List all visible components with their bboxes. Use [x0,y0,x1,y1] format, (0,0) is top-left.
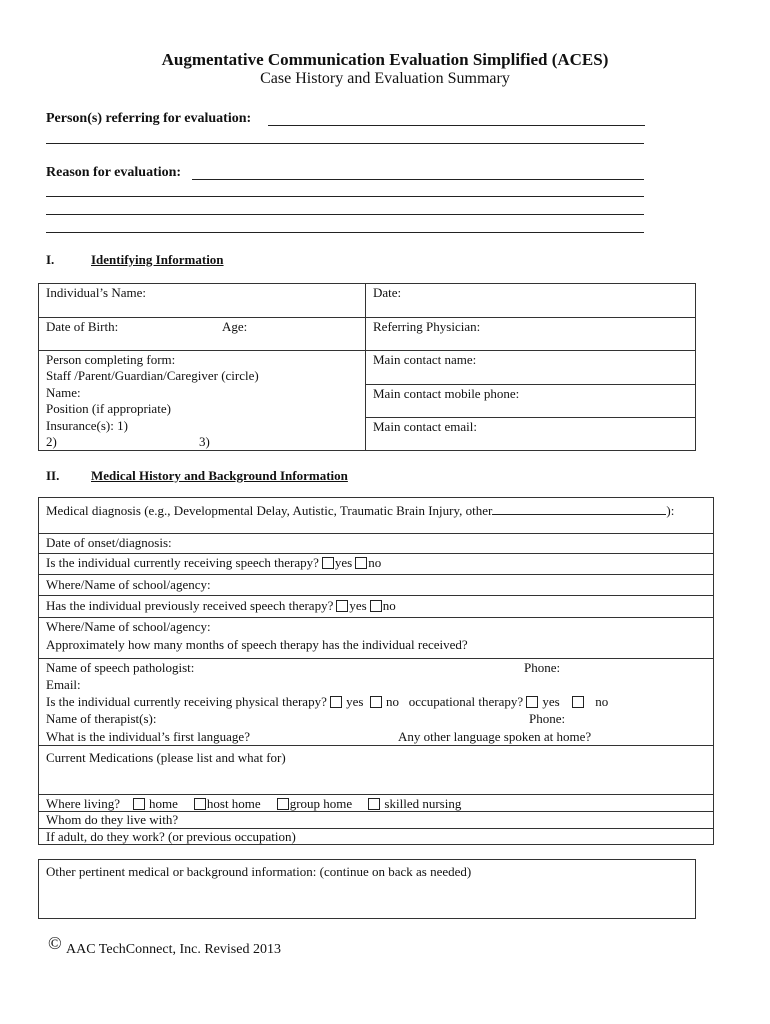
skilled-nursing-label: skilled nursing [384,796,462,811]
host-home-label: host home [206,796,261,811]
row-divider [365,384,696,385]
row-divider [38,595,714,596]
row-divider [38,553,714,554]
row-divider [38,617,714,618]
speech-current-label: Is the individual currently receiving speech therapy? [46,555,319,570]
copyright-icon: © [48,933,62,953]
ot-yes-checkbox[interactable] [526,696,538,708]
no-label: no [595,694,609,709]
section2-number: II. [46,468,60,483]
live-with-field[interactable]: Whom do they live with? [46,812,179,827]
pt-label: Is the individual currently receiving physical therapy? [46,694,327,709]
therapists-field[interactable]: Name of therapist(s): [46,711,157,726]
reason-line-2[interactable] [46,196,644,197]
speech-current-yes-checkbox[interactable] [322,557,334,569]
document-subtitle: Case History and Evaluation Summary [260,70,510,87]
work-field[interactable]: If adult, do they work? (or previous occupation) [46,829,296,844]
dob-field[interactable]: Date of Birth: [46,319,119,334]
other-language-field[interactable]: Any other language spoken at home? [398,729,592,744]
position-field[interactable]: Position (if appropriate) [46,401,171,416]
ot-label: occupational therapy? [408,694,524,709]
therapist-phone-field[interactable]: Phone: [529,711,566,726]
reason-line-4[interactable] [46,232,644,233]
diagnosis-end: ): [666,503,675,518]
pt-ot-row [46,694,608,710]
insurance-3-field[interactable]: 3) [199,434,210,449]
row-divider [38,658,714,659]
host-home-checkbox[interactable] [194,798,206,810]
row-divider [38,533,714,534]
name-field[interactable]: Name: [46,385,81,400]
referring-label: Person(s) referring for evaluation: [46,111,252,126]
section2-title: Medical History and Background Information [91,468,348,483]
no-label: no [382,598,396,613]
yes-label: yes [542,694,560,709]
school1-field[interactable]: Where/Name of school/agency: [46,577,211,592]
reason-label: Reason for evaluation: [46,165,182,180]
speech-previous-no-checkbox[interactable] [370,600,382,612]
age-field[interactable]: Age: [222,319,248,334]
yes-label: yes [334,555,353,570]
main-contact-phone-field[interactable]: Main contact mobile phone: [373,386,520,401]
diagnosis-other-line[interactable] [492,502,666,515]
main-contact-name-field[interactable]: Main contact name: [373,352,477,367]
ot-no-checkbox[interactable] [572,696,584,708]
footer-text: AAC TechConnect, Inc. Revised 2013 [66,942,281,957]
home-label: home [149,796,178,811]
speech-previous-yes-checkbox[interactable] [336,600,348,612]
referring-line-2[interactable] [46,143,644,144]
main-contact-email-field[interactable]: Main contact email: [373,419,477,434]
row-divider [38,574,714,575]
referring-physician-field[interactable]: Referring Physician: [373,319,481,334]
speech-previous-row [46,598,396,614]
where-living-row [46,796,461,812]
document-title: Augmentative Communication Evaluation Simplified (ACES) [161,50,609,69]
medical-diagnosis-field[interactable] [46,502,674,519]
diagnosis-label: Medical diagnosis (e.g., Developmental Delay, Autistic, Traumatic Brain Injury, other [46,503,493,518]
reason-line-3[interactable] [46,214,644,215]
pathologist-phone-field[interactable]: Phone: [524,660,561,675]
row-divider [365,417,696,418]
row-divider [38,794,714,795]
home-checkbox[interactable] [133,798,145,810]
other-info-label: Other pertinent medical or background information: (continue on back as needed) [46,864,472,879]
months-field[interactable]: Approximately how many months of speech therapy has the individual received? [46,637,468,652]
pathologist-field[interactable]: Name of speech pathologist: [46,660,195,675]
pt-yes-checkbox[interactable] [330,696,342,708]
onset-field[interactable]: Date of onset/diagnosis: [46,535,172,550]
table-divider [365,283,366,451]
pt-no-checkbox[interactable] [370,696,382,708]
section1-number: I. [46,252,55,267]
first-language-field[interactable]: What is the individual’s first language? [46,729,250,744]
yes-label: yes [346,694,364,709]
insurance-1-field[interactable]: Insurance(s): 1) [46,418,128,433]
row-divider [38,745,714,746]
section1-title: Identifying Information [91,252,224,267]
insurance-2-field[interactable]: 2) [46,434,57,449]
where-living-label: Where living? [46,796,120,811]
group-home-label: group home [289,796,353,811]
medications-field[interactable]: Current Medications (please list and what for) [46,750,286,765]
date-field[interactable]: Date: [373,285,402,300]
speech-previous-label: Has the individual previously received speech therapy? [46,598,334,613]
role-circle-options[interactable]: Staff /Parent/Guardian/Caregiver (circle) [46,368,259,383]
speech-current-no-checkbox[interactable] [355,557,367,569]
group-home-checkbox[interactable] [277,798,289,810]
school2-field[interactable]: Where/Name of school/agency: [46,619,211,634]
person-completing-label: Person completing form: [46,352,176,367]
referring-line-1[interactable] [268,125,645,126]
row-divider [38,350,696,351]
no-label: no [368,555,382,570]
speech-current-row [46,555,381,571]
email-field[interactable]: Email: [46,677,81,692]
skilled-nursing-checkbox[interactable] [368,798,380,810]
reason-line-1[interactable] [192,179,644,180]
no-label: no [385,694,399,709]
individual-name-field[interactable]: Individual’s Name: [46,285,147,300]
row-divider [38,317,696,318]
yes-label: yes [349,598,367,613]
